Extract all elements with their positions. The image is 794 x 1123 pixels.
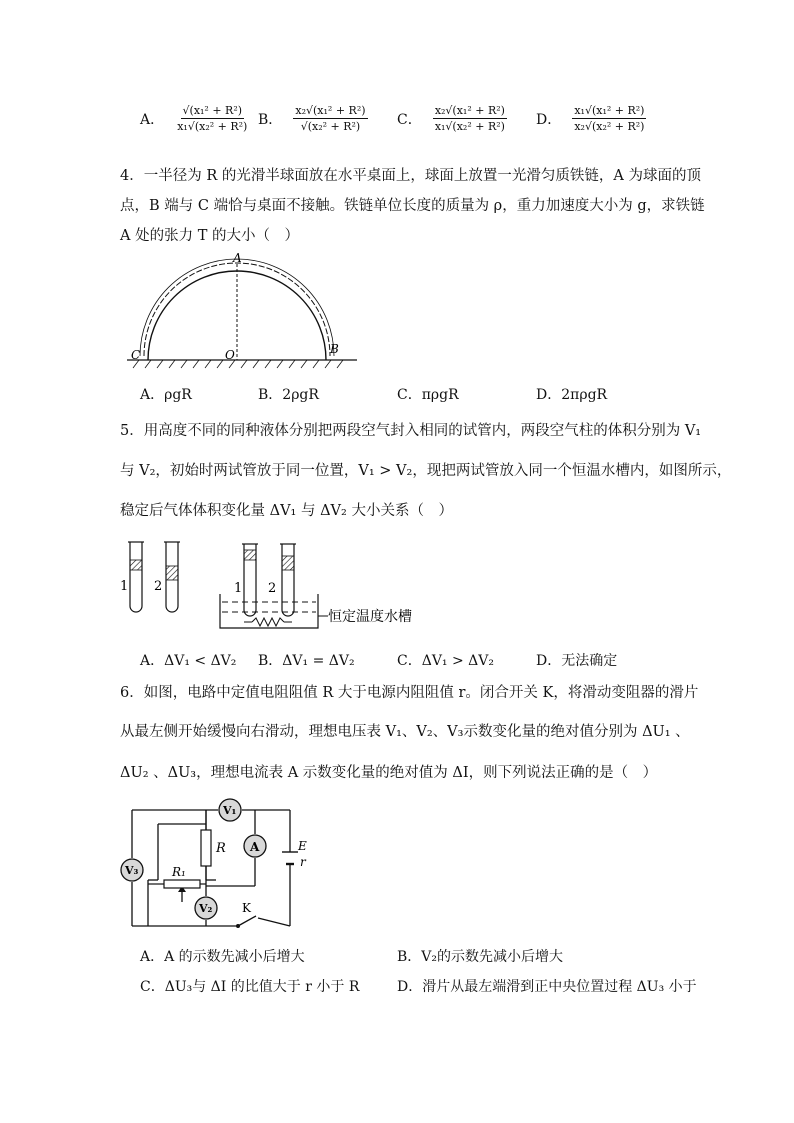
q3-option-d-label: D． xyxy=(536,111,562,128)
ground-hatch xyxy=(133,360,343,368)
k-label: K xyxy=(242,901,251,915)
q5-test-tubes-figure xyxy=(118,538,448,638)
q3-option-a-numerator: √(x₁² + R²) xyxy=(182,104,243,117)
q3-option-d-numerator: x₁√(x₁² + R²) xyxy=(574,104,645,117)
q6-line-2: 从最左侧开始缓慢向右滑动，理想电压表 V₁、V₂、V₃示数变化量的绝对值分别为 ΔU₁ 、 xyxy=(120,724,690,740)
tube-2-standalone xyxy=(164,542,180,612)
q6-line-3: ΔU₂ 、ΔU₃，理想电流表 A 示数变化量的绝对值为 ΔI，则下列说法正确的是（ ） xyxy=(120,765,658,781)
q4-option-c: C．πρgR xyxy=(397,387,459,403)
q3-option-a-denominator: x₁√(x₂² + R²) xyxy=(177,120,248,133)
q5-option-b: B．ΔV₁ = ΔV₂ xyxy=(258,653,355,669)
q4-line-2: 点，B 端与 C 端恰与桌面不接触。铁链单位长度的质量为 ρ，重力加速度大小为 g，求铁链 xyxy=(120,198,705,214)
water-bath xyxy=(220,594,328,628)
q3-option-c-numerator: x₂√(x₁² + R²) xyxy=(434,104,505,117)
tube-1-label: 1 xyxy=(120,579,129,594)
tube-2-in-bath xyxy=(280,544,296,616)
q3-option-a-fraction xyxy=(175,104,249,133)
v3-label: V₃ xyxy=(125,864,139,877)
q4-hemisphere-figure xyxy=(125,252,365,370)
q6-option-b: B．V₂的示数先减小后增大 xyxy=(397,949,564,965)
label-a: A xyxy=(233,252,242,265)
q3-option-c-label: C． xyxy=(397,111,422,128)
q3-option-c-denominator: x₁√(x₂² + R²) xyxy=(434,120,505,133)
r-label: R xyxy=(216,841,226,856)
q3-option-d xyxy=(536,104,646,133)
r1-label: R₁ xyxy=(172,865,186,879)
q3-option-b-denominator: √(x₂² + R²) xyxy=(300,120,361,133)
q3-option-d-fraction xyxy=(572,104,646,133)
a-label: A xyxy=(250,840,260,854)
tube-1-standalone xyxy=(128,542,144,612)
q6-line-1: 6．如图，电路中定值电阻阻值 R 大于电源内阻阻值 r。闭合开关 K，将滑动变阻器的滑片 xyxy=(120,685,699,701)
q6-circuit-figure xyxy=(118,796,318,936)
q4-option-d: D．2πρgR xyxy=(536,387,608,403)
q5-line-1: 5．用高度不同的同种液体分别把两段空气封入相同的试管内，两段空气柱的体积分别为 V₁ xyxy=(120,423,702,439)
bath-label: 恒定温度水槽 xyxy=(328,609,412,625)
r-internal-label: r xyxy=(300,855,306,869)
q3-option-b-numerator: x₂√(x₁² + R²) xyxy=(295,104,366,117)
label-c: C xyxy=(131,348,141,362)
q3-option-c xyxy=(397,104,507,133)
q6-option-c: C．ΔU₃与 ΔI 的比值大于 r 小于 R xyxy=(140,979,360,995)
label-b: B xyxy=(330,342,339,356)
q5-option-a: A．ΔV₁ < ΔV₂ xyxy=(140,653,237,669)
q3-option-d-denominator: x₂√(x₂² + R²) xyxy=(574,120,645,133)
q3-option-b xyxy=(258,104,368,133)
q5-line-2: 与 V₂，初始时两试管放于同一位置，V₁ > V₂，现把两试管放入同一个恒温水槽内，如图所示， xyxy=(120,463,732,479)
bath-tube-1-label: 1 xyxy=(234,581,243,596)
v1-label: V₁ xyxy=(223,804,237,817)
q3-option-a-label: A． xyxy=(140,111,165,128)
q4-line-1: 4．一半径为 R 的光滑半球面放在水平桌面上，球面上放置一光滑匀质铁链，A 为球面的顶 xyxy=(120,168,701,184)
q3-option-b-label: B． xyxy=(258,111,283,128)
q3-option-b-fraction xyxy=(293,104,367,133)
q5-line-3: 稳定后气体体积变化量 ΔV₁ 与 ΔV₂ 大小关系（ ） xyxy=(120,503,453,519)
q4-option-b: B．2ρgR xyxy=(258,387,319,403)
q4-option-a: A．ρgR xyxy=(140,387,192,403)
e-label: E xyxy=(298,839,307,853)
q6-option-d: D．滑片从最左端滑到正中央位置过程 ΔU₃ 小于 xyxy=(397,979,697,995)
v2-label: V₂ xyxy=(199,902,213,915)
tube-1-in-bath xyxy=(242,544,258,616)
q5-option-d: D．无法确定 xyxy=(536,653,618,669)
q3-option-c-fraction xyxy=(433,104,507,133)
q5-option-c: C．ΔV₁ > ΔV₂ xyxy=(397,653,495,669)
switch-k[interactable] xyxy=(238,916,256,926)
tube-2-label: 2 xyxy=(154,579,163,594)
q6-option-a: A．A 的示数先减小后增大 xyxy=(140,949,305,965)
q4-line-3: A 处的张力 T 的大小（ ） xyxy=(120,228,299,244)
q3-option-a xyxy=(140,104,249,133)
label-o: O xyxy=(225,348,235,362)
bath-tube-2-label: 2 xyxy=(268,581,277,596)
resistor-r xyxy=(201,830,211,866)
rheostat-r1[interactable] xyxy=(164,880,200,888)
